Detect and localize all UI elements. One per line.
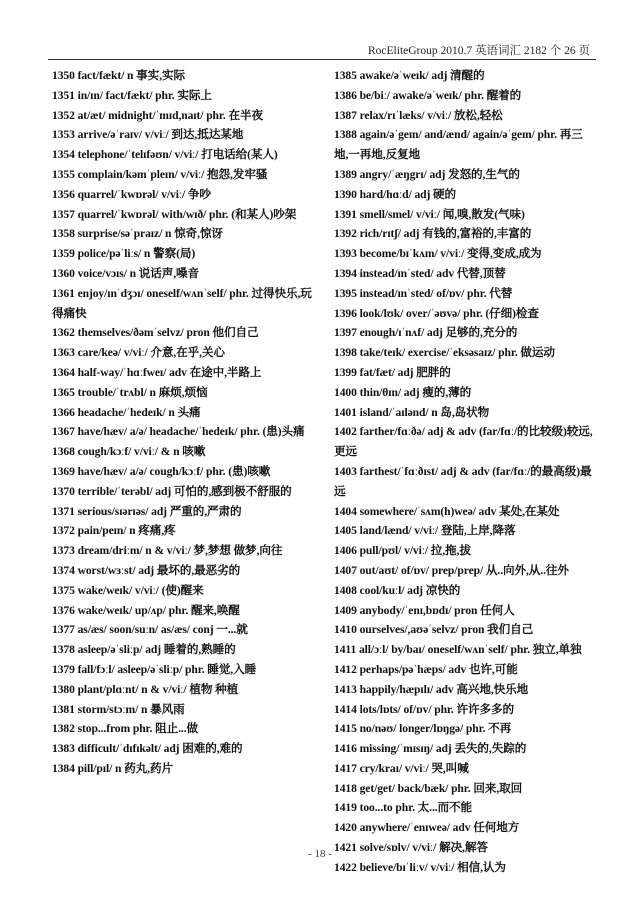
vocab-entry: 1394 instead/ɪnˈsted/ adv 代替,顶替	[334, 266, 506, 280]
vocab-entry: 1352 at/æt/ midnight/ˈmɪd,naɪt/ phr. 在半夜	[52, 108, 263, 122]
vocab-entry: 1378 asleep/əˈsliːp/ adj 睡着的,熟睡的	[52, 643, 236, 657]
vocab-entry: 1356 quarrel/ˈkwɒrəl/ v/viː/ 争吵	[52, 187, 211, 201]
vocab-entry: 1404 somewhere/ˈsʌm(h)weə/ adv 某处,在某处	[334, 504, 560, 518]
vocab-entry: 1413 happily/hæpɪlɪ/ adv 高兴地,快乐地	[334, 682, 529, 696]
vocab-entry: 1392 rich/rɪtʃ/ adj 有钱的,富裕的,丰富的	[334, 227, 532, 241]
vocab-entry: 1389 angry/ˈæŋgrɪ/ adj 发怒的,生气的	[334, 167, 520, 181]
vocab-entry: 1370 terrible/ˈterəbl/ adj 可怕的,感到极不舒服的	[52, 484, 292, 498]
vocab-entry: 1368 cough/kɔːf/ v/viː/ & n 咳嗽	[52, 445, 206, 459]
vocab-entry: 1384 pill/pɪl/ n 药丸,药片	[52, 761, 173, 775]
page-number: - 18 -	[308, 848, 332, 860]
vocab-entry: 1418 get/get/ back/bæk/ phr. 回来,取回	[334, 781, 523, 795]
vocab-entry: 1407 out/aʊt/ of/ɒv/ prep/prep/ 从..向外,从..往外	[334, 563, 569, 577]
vocab-entry: 1416 missing/ˈmɪsɪŋ/ adj 丢失的,失踪的	[334, 742, 527, 756]
vocab-entry: 1390 hard/hɑːd/ adj 硬的	[334, 187, 457, 201]
vocab-entry: 1387 relax/rɪˈlæks/ v/viː/ 放松,轻松	[334, 108, 503, 122]
vocab-entry: 1383 difficult/ˈdɪfɪkəlt/ adj 困难的,难的	[52, 742, 243, 756]
vocab-entry: 1357 quarrel/ˈkwɒrəl/ with/wɪð/ phr. (和某人)吵架	[52, 207, 297, 221]
vocab-entry: 1412 perhaps/pəˈhæps/ adv 也许,可能	[334, 662, 518, 676]
vocab-entry: 1359 police/pəˈliːs/ n 警察(局)	[52, 247, 196, 261]
vocab-entry: 1365 trouble/ˈtrʌbl/ n 麻烦,烦恼	[52, 385, 208, 399]
vocab-entry: 1372 pain/peɪn/ n 疼痛,疼	[52, 524, 176, 538]
vocab-entry: 1393 become/bɪˈkʌm/ v/viː/ 变得,变成,成为	[334, 247, 542, 261]
vocab-entry: 1379 fall/fɔːl/ asleep/əˈsliːp/ phr. 睡觉,入睡	[52, 662, 257, 676]
header-rule	[48, 59, 596, 60]
vocab-entry: 1391 smell/smel/ v/viː/ 闻,嗅,散发(气味)	[334, 207, 525, 221]
vocab-entry: 1386 be/biː/ awake/əˈweɪk/ phr. 醒着的	[334, 88, 522, 102]
vocab-entry: 1415 no/nəʊ/ longer/lɒŋgə/ phr. 不再	[334, 722, 512, 736]
vocab-entry: 1350 fact/fækt/ n 事实,实际	[52, 69, 185, 82]
vocab-entry: 1351 in/ɪn/ fact/fækt/ phr. 实际上	[52, 88, 212, 102]
vocab-entry: 1396 look/lʊk/ over/ˈəʊvə/ phr. (仔细)检查	[334, 306, 539, 320]
vocab-entry: 1406 pull/pʊl/ v/viː/ 拉,拖,拔	[334, 544, 471, 558]
left-column	[52, 66, 314, 779]
vocab-entry: 1364 half-way/ˈhɑːfweɪ/ adv 在途中,半路上	[52, 365, 262, 379]
vocab-entry: 1397 enough/ɪˈnʌf/ adj 足够的,充分的	[334, 326, 518, 340]
vocab-entry: 1419 too...to phr. 太...而不能	[334, 801, 473, 815]
vocab-entry: 1402 farther/fɑːðə/ adj & adv (far/fɑː/的比较级)较远,更远	[334, 425, 593, 459]
vocab-entry: 1410 ourselves/,aʊəˈselvz/ pron 我们自己	[334, 623, 534, 637]
vocab-entry: 1371 serious/sɪərɪəs/ adj 严重的,严肃的	[52, 504, 242, 518]
vocab-entry: 1375 wake/weɪk/ v/viː/ (使)醒来	[52, 583, 204, 597]
vocab-entry: 1355 complain/kəmˈpleɪn/ v/viː/ 抱怨,发牢骚	[52, 167, 268, 181]
vocab-entry: 1377 as/æs/ soon/suːn/ as/æs/ conj 一...就	[52, 623, 248, 637]
vocab-entry: 1362 themselves/ðəmˈselvz/ pron 他们自己	[52, 326, 259, 340]
vocab-entry: 1401 island/ˈaɪlənd/ n 岛,岛状物	[334, 405, 490, 419]
vocab-entry: 1363 care/keə/ v/viː/ 介意,在乎,关心	[52, 346, 225, 360]
vocab-entry: 1360 voice/vɔɪs/ n 说话声,嗓音	[52, 266, 200, 280]
vocab-entry: 1420 anywhere/ˈenɪweə/ adv 任何地方	[334, 821, 520, 835]
vocab-entry: 1361 enjoy/ɪnˈdʒɔɪ/ oneself/wʌnˈself/ phr. 过得快乐,玩得痛快	[52, 286, 312, 320]
vocab-entry: 1417 cry/kraɪ/ v/viː/ 哭,叫喊	[334, 761, 469, 775]
vocab-entry: 1382 stop...from phr. 阻止...做	[52, 722, 198, 736]
vocab-entry: 1409 anybody/ˈenɪ,bɒdɪ/ pron 任何人	[334, 603, 515, 617]
vocab-entry: 1385 awake/əˈweɪk/ adj 清醒的	[334, 69, 485, 82]
vocab-entry: 1422 believe/bɪˈliːv/ v/viː/ 相信,认为	[334, 860, 506, 874]
vocab-entry: 1388 again/əˈgeɪn/ and/ænd/ again/əˈgeɪn/ phr. 再三地,一再地,反复地	[334, 128, 583, 162]
vocab-entry: 1405 land/lænd/ v/viː/ 登陆,上岸,降落	[334, 524, 516, 538]
vocab-entry: 1398 take/teɪk/ exercise/ˈeksəsaɪz/ phr. 做运动	[334, 346, 555, 360]
vocab-entry: 1408 cool/kuːl/ adj 凉快的	[334, 583, 461, 597]
vocab-entry: 1381 storm/stɔːm/ n 暴风雨	[52, 702, 185, 716]
vocab-entry: 1395 instead/ɪnˈsted/ of/ɒv/ phr. 代替	[334, 286, 513, 300]
vocab-entry: 1421 solve/sɒlv/ v/viː/ 解决,解答	[334, 841, 488, 855]
vocab-entry: 1374 worst/wɜːst/ adj 最坏的,最恶劣的	[52, 563, 241, 577]
vocab-entry: 1376 wake/weɪk/ up/ʌp/ phr. 醒来,唤醒	[52, 603, 240, 617]
vocab-entry: 1366 headache/ˈhedeɪk/ n 头痛	[52, 405, 201, 419]
vocab-entry: 1354 telephone/ˈtelɪfəʊn/ v/viː/ 打电话给(某人)	[52, 148, 278, 162]
vocab-entry: 1400 thin/θɪn/ adj 瘦的,薄的	[334, 385, 472, 399]
vocab-entry: 1380 plant/plɑːnt/ n & v/viː/ 植物 种植	[52, 682, 239, 696]
vocab-entry: 1399 fat/fæt/ adj 肥胖的	[334, 365, 451, 379]
vocab-entry: 1403 farthest/ˈfɑːðɪst/ adj & adv (far/fɑː/的最高级)最远	[334, 464, 592, 498]
vocab-entry: 1353 arrive/əˈraɪv/ v/viː/ 到达,抵达某地	[52, 128, 244, 142]
right-column	[334, 66, 596, 878]
vocab-entry: 1369 have/hæv/ a/ə/ cough/kɔːf/ phr. (患)咳嗽	[52, 464, 271, 478]
vocab-entry: 1367 have/hæv/ a/ə/ headache/ˈhedeɪk/ phr. (患)头痛	[52, 425, 305, 439]
vocab-entry: 1358 surprise/səˈpraɪz/ n 惊奇,惊讶	[52, 227, 223, 241]
vocab-entry: 1373 dream/driːm/ n & v/viː/ 梦,梦想 做梦,向往	[52, 544, 283, 558]
vocab-entry: 1411 all/ɔːl/ by/baɪ/ oneself/wʌnˈself/ phr. 独立,单独	[334, 643, 582, 657]
vocab-entry: 1414 lots/lɒts/ of/ɒv/ phr. 许许多多的	[334, 702, 514, 716]
page-header: RocEliteGroup 2010.7 英语词汇 2182 个 26 页	[368, 45, 590, 57]
